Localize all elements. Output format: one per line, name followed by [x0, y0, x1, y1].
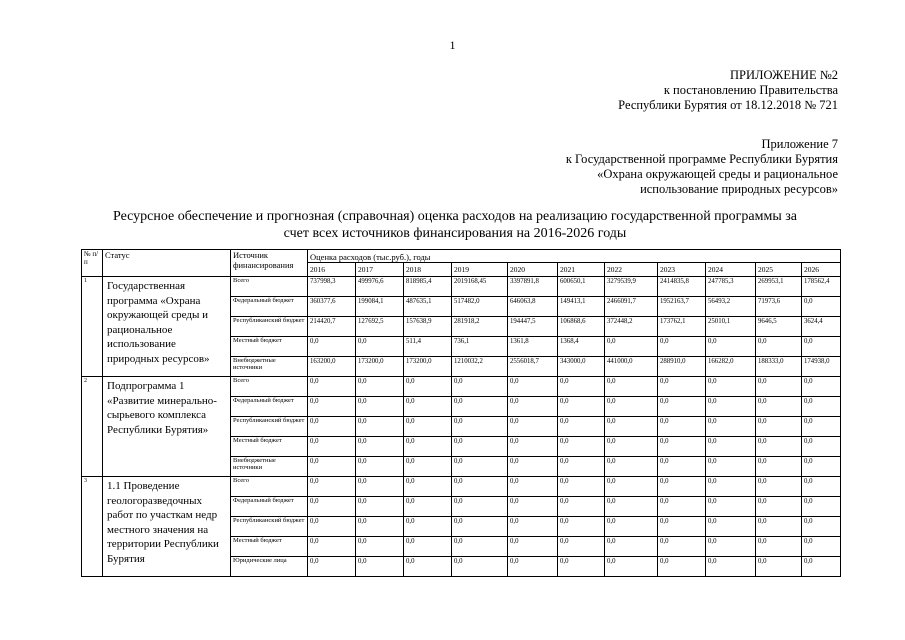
page-number: 1	[449, 38, 456, 52]
value-cell: 0,0	[308, 397, 356, 417]
funding-source: Юридические лица	[231, 557, 308, 577]
funding-source: Местный бюджет	[231, 437, 308, 457]
funding-source: Федеральный бюджет	[231, 497, 308, 517]
row-number: 2	[82, 377, 103, 477]
value-cell: 0,0	[802, 457, 841, 477]
value-cell: 0,0	[706, 517, 756, 537]
value-cell: 737998,3	[308, 277, 356, 297]
value-cell: 127692,5	[356, 317, 404, 337]
value-cell: 0,0	[508, 477, 558, 497]
value-cell: 0,0	[756, 417, 802, 437]
annex-line: «Охрана окружающей среды и рациональное	[597, 167, 838, 181]
value-cell: 0,0	[356, 497, 404, 517]
annex-title: Приложение 7	[761, 137, 838, 151]
title-line: Ресурсное обеспечение и прогнозная (справочная) оценка расходов на реализацию государственной программы за	[112, 209, 798, 224]
annex-line: использование природных ресурсов»	[640, 182, 838, 196]
value-cell: 0,0	[356, 417, 404, 437]
value-cell: 0,0	[404, 497, 452, 517]
funding-source: Всего	[231, 477, 308, 497]
value-cell: 0,0	[756, 497, 802, 517]
value-cell: 0,0	[308, 377, 356, 397]
value-cell: 0,0	[308, 477, 356, 497]
value-cell: 199084,1	[356, 297, 404, 317]
value-cell: 0,0	[308, 337, 356, 357]
value-cell: 0,0	[802, 337, 841, 357]
value-cell: 0,0	[558, 497, 605, 517]
value-cell: 2414835,8	[658, 277, 706, 297]
value-cell: 0,0	[802, 517, 841, 537]
value-cell: 1952163,7	[658, 297, 706, 317]
year-header: 2018	[404, 263, 452, 277]
value-cell: 0,0	[404, 537, 452, 557]
year-header: 2025	[756, 263, 802, 277]
value-cell: 0,0	[308, 557, 356, 577]
value-cell: 0,0	[802, 497, 841, 517]
value-cell: 2556018,7	[508, 357, 558, 377]
funding-source: Федеральный бюджет	[231, 397, 308, 417]
value-cell: 173200,0	[356, 357, 404, 377]
value-cell: 0,0	[508, 457, 558, 477]
document-title	[60, 208, 850, 242]
value-cell: 0,0	[605, 417, 658, 437]
value-cell: 0,0	[558, 557, 605, 577]
year-header: 2019	[452, 263, 508, 277]
value-cell: 0,0	[558, 397, 605, 417]
value-cell: 0,0	[508, 517, 558, 537]
value-cell: 0,0	[706, 537, 756, 557]
value-cell: 0,0	[558, 437, 605, 457]
value-cell: 0,0	[605, 457, 658, 477]
value-cell: 269953,1	[756, 277, 802, 297]
value-cell: 0,0	[605, 497, 658, 517]
value-cell: 0,0	[404, 517, 452, 537]
value-cell: 281918,2	[452, 317, 508, 337]
value-cell: 2019168,45	[452, 277, 508, 297]
funding-source: Всего	[231, 277, 308, 297]
value-cell: 0,0	[558, 517, 605, 537]
value-cell: 173200,0	[404, 357, 452, 377]
annex-line: Республики Бурятия от 18.12.2018 № 721	[618, 98, 838, 112]
header-num: № п/п	[82, 250, 103, 277]
value-cell: 736,1	[452, 337, 508, 357]
value-cell: 0,0	[404, 437, 452, 457]
value-cell: 0,0	[308, 437, 356, 457]
value-cell: 0,0	[508, 377, 558, 397]
value-cell: 0,0	[658, 477, 706, 497]
value-cell: 0,0	[452, 397, 508, 417]
year-header: 2017	[356, 263, 404, 277]
funding-source: Местный бюджет	[231, 337, 308, 357]
year-header: 2023	[658, 263, 706, 277]
year-header: 2021	[558, 263, 605, 277]
value-cell: 0,0	[706, 377, 756, 397]
value-cell: 0,0	[605, 377, 658, 397]
value-cell: 0,0	[658, 377, 706, 397]
value-cell: 0,0	[558, 377, 605, 397]
value-cell: 0,0	[658, 437, 706, 457]
annex-header-program	[566, 137, 838, 197]
value-cell: 0,0	[756, 477, 802, 497]
funding-source: Внебюджетные источники	[231, 457, 308, 477]
value-cell: 0,0	[605, 557, 658, 577]
value-cell: 0,0	[802, 417, 841, 437]
value-cell: 0,0	[404, 377, 452, 397]
value-cell: 288910,0	[658, 357, 706, 377]
value-cell: 0,0	[605, 537, 658, 557]
value-cell: 0,0	[452, 417, 508, 437]
value-cell: 0,0	[308, 517, 356, 537]
value-cell: 0,0	[356, 377, 404, 397]
value-cell: 0,0	[706, 397, 756, 417]
value-cell: 0,0	[658, 417, 706, 437]
value-cell: 0,0	[558, 417, 605, 437]
value-cell: 0,0	[558, 457, 605, 477]
value-cell: 0,0	[356, 457, 404, 477]
value-cell: 0,0	[508, 497, 558, 517]
value-cell: 0,0	[706, 497, 756, 517]
funding-source: Республиканский бюджет	[231, 317, 308, 337]
value-cell: 818985,4	[404, 277, 452, 297]
value-cell: 0,0	[756, 457, 802, 477]
value-cell: 600650,1	[558, 277, 605, 297]
value-cell: 174938,0	[802, 357, 841, 377]
value-cell: 157638,9	[404, 317, 452, 337]
value-cell: 3397891,8	[508, 277, 558, 297]
value-cell: 0,0	[452, 557, 508, 577]
value-cell: 511,4	[404, 337, 452, 357]
value-cell: 0,0	[404, 457, 452, 477]
value-cell: 178562,4	[802, 277, 841, 297]
value-cell: 1210032,2	[452, 357, 508, 377]
header-status: Статус	[103, 250, 231, 277]
value-cell: 0,0	[452, 457, 508, 477]
value-cell: 0,0	[756, 557, 802, 577]
value-cell: 0,0	[452, 537, 508, 557]
value-cell: 372448,2	[605, 317, 658, 337]
funding-source: Внебюджетные источники	[231, 357, 308, 377]
value-cell: 0,0	[404, 477, 452, 497]
value-cell: 0,0	[756, 337, 802, 357]
value-cell: 0,0	[658, 557, 706, 577]
funding-source: Республиканский бюджет	[231, 517, 308, 537]
value-cell: 0,0	[308, 537, 356, 557]
header-estimate: Оценка расходов (тыс.руб.), годы	[308, 250, 841, 263]
value-cell: 0,0	[706, 457, 756, 477]
value-cell: 0,0	[508, 437, 558, 457]
funding-source: Республиканский бюджет	[231, 417, 308, 437]
value-cell: 163200,0	[308, 357, 356, 377]
value-cell: 0,0	[508, 417, 558, 437]
value-cell: 0,0	[756, 377, 802, 397]
value-cell: 0,0	[802, 397, 841, 417]
value-cell: 0,0	[658, 397, 706, 417]
value-cell: 0,0	[605, 517, 658, 537]
annex-header-resolution	[618, 68, 838, 113]
value-cell: 166282,0	[706, 357, 756, 377]
value-cell: 0,0	[508, 397, 558, 417]
value-cell: 0,0	[802, 297, 841, 317]
value-cell: 0,0	[356, 537, 404, 557]
value-cell: 194447,5	[508, 317, 558, 337]
value-cell: 0,0	[508, 537, 558, 557]
value-cell: 0,0	[356, 397, 404, 417]
value-cell: 0,0	[404, 417, 452, 437]
value-cell: 0,0	[756, 537, 802, 557]
value-cell: 0,0	[308, 497, 356, 517]
value-cell: 0,0	[452, 517, 508, 537]
value-cell: 0,0	[508, 557, 558, 577]
value-cell: 646063,8	[508, 297, 558, 317]
value-cell: 441000,0	[605, 357, 658, 377]
value-cell: 0,0	[802, 537, 841, 557]
year-header: 2016	[308, 263, 356, 277]
funding-source: Местный бюджет	[231, 537, 308, 557]
value-cell: 0,0	[706, 337, 756, 357]
value-cell: 0,0	[558, 477, 605, 497]
value-cell: 0,0	[802, 437, 841, 457]
value-cell: 0,0	[404, 557, 452, 577]
status-cell: Подпрограмма 1 «Развитие минерально-сырьевого комплекса Республики Бурятия»	[103, 377, 231, 477]
value-cell: 0,0	[356, 437, 404, 457]
value-cell: 0,0	[356, 477, 404, 497]
value-cell: 0,0	[658, 497, 706, 517]
header-source: Источник финансирования	[231, 250, 308, 277]
value-cell: 0,0	[706, 437, 756, 457]
value-cell: 3279539,9	[605, 277, 658, 297]
annex-line: к Государственной программе Республики Бурятия	[565, 152, 838, 166]
value-cell: 0,0	[356, 337, 404, 357]
year-header: 2024	[706, 263, 756, 277]
status-cell: 1.1 Проведение геологоразведочных работ по участкам недр местного значения на территории Республики Бурятия	[103, 477, 231, 577]
value-cell: 343000,0	[558, 357, 605, 377]
annex-line: к постановлению Правительства	[663, 83, 838, 97]
annex-title: ПРИЛОЖЕНИЕ №2	[729, 68, 838, 82]
table-row	[82, 477, 841, 497]
value-cell: 3624,4	[802, 317, 841, 337]
value-cell: 0,0	[802, 477, 841, 497]
value-cell: 0,0	[356, 557, 404, 577]
value-cell: 0,0	[706, 477, 756, 497]
year-header: 2022	[605, 263, 658, 277]
value-cell: 487635,1	[404, 297, 452, 317]
funding-source: Всего	[231, 377, 308, 397]
value-cell: 106868,6	[558, 317, 605, 337]
value-cell: 0,0	[802, 377, 841, 397]
funding-source: Федеральный бюджет	[231, 297, 308, 317]
value-cell: 0,0	[452, 497, 508, 517]
value-cell: 1361,8	[508, 337, 558, 357]
value-cell: 0,0	[756, 517, 802, 537]
year-header: 2020	[508, 263, 558, 277]
value-cell: 188333,0	[756, 357, 802, 377]
value-cell: 149413,1	[558, 297, 605, 317]
value-cell: 0,0	[356, 517, 404, 537]
value-cell: 214420,7	[308, 317, 356, 337]
value-cell: 0,0	[605, 397, 658, 417]
value-cell: 0,0	[756, 397, 802, 417]
value-cell: 0,0	[452, 477, 508, 497]
value-cell: 0,0	[308, 417, 356, 437]
table-row	[82, 277, 841, 297]
row-number: 1	[82, 277, 103, 377]
value-cell: 517482,0	[452, 297, 508, 317]
value-cell: 0,0	[308, 457, 356, 477]
value-cell: 9646,5	[756, 317, 802, 337]
value-cell: 1368,4	[558, 337, 605, 357]
value-cell: 173762,1	[658, 317, 706, 337]
value-cell: 71973,6	[756, 297, 802, 317]
resource-table	[81, 249, 841, 577]
value-cell: 0,0	[658, 537, 706, 557]
value-cell: 0,0	[605, 477, 658, 497]
value-cell: 56493,2	[706, 297, 756, 317]
value-cell: 0,0	[802, 557, 841, 577]
table-body	[82, 277, 841, 577]
value-cell: 0,0	[658, 457, 706, 477]
value-cell: 2466091,7	[605, 297, 658, 317]
value-cell: 0,0	[658, 517, 706, 537]
value-cell: 0,0	[404, 397, 452, 417]
year-header: 2026	[802, 263, 841, 277]
status-cell: Государственная программа «Охрана окружающей среды и рациональное использование природных ресурсов»	[103, 277, 231, 377]
value-cell: 499976,6	[356, 277, 404, 297]
row-number: 3	[82, 477, 103, 577]
table-row	[82, 377, 841, 397]
value-cell: 0,0	[452, 377, 508, 397]
value-cell: 0,0	[706, 557, 756, 577]
value-cell: 0,0	[558, 537, 605, 557]
value-cell: 0,0	[605, 337, 658, 357]
value-cell: 0,0	[756, 437, 802, 457]
title-line: счет всех источников финансирования на 2016-2026 годы	[283, 226, 627, 241]
value-cell: 25010,1	[706, 317, 756, 337]
value-cell: 0,0	[706, 417, 756, 437]
value-cell: 0,0	[605, 437, 658, 457]
value-cell: 360377,6	[308, 297, 356, 317]
value-cell: 247785,3	[706, 277, 756, 297]
value-cell: 0,0	[452, 437, 508, 457]
value-cell: 0,0	[658, 337, 706, 357]
